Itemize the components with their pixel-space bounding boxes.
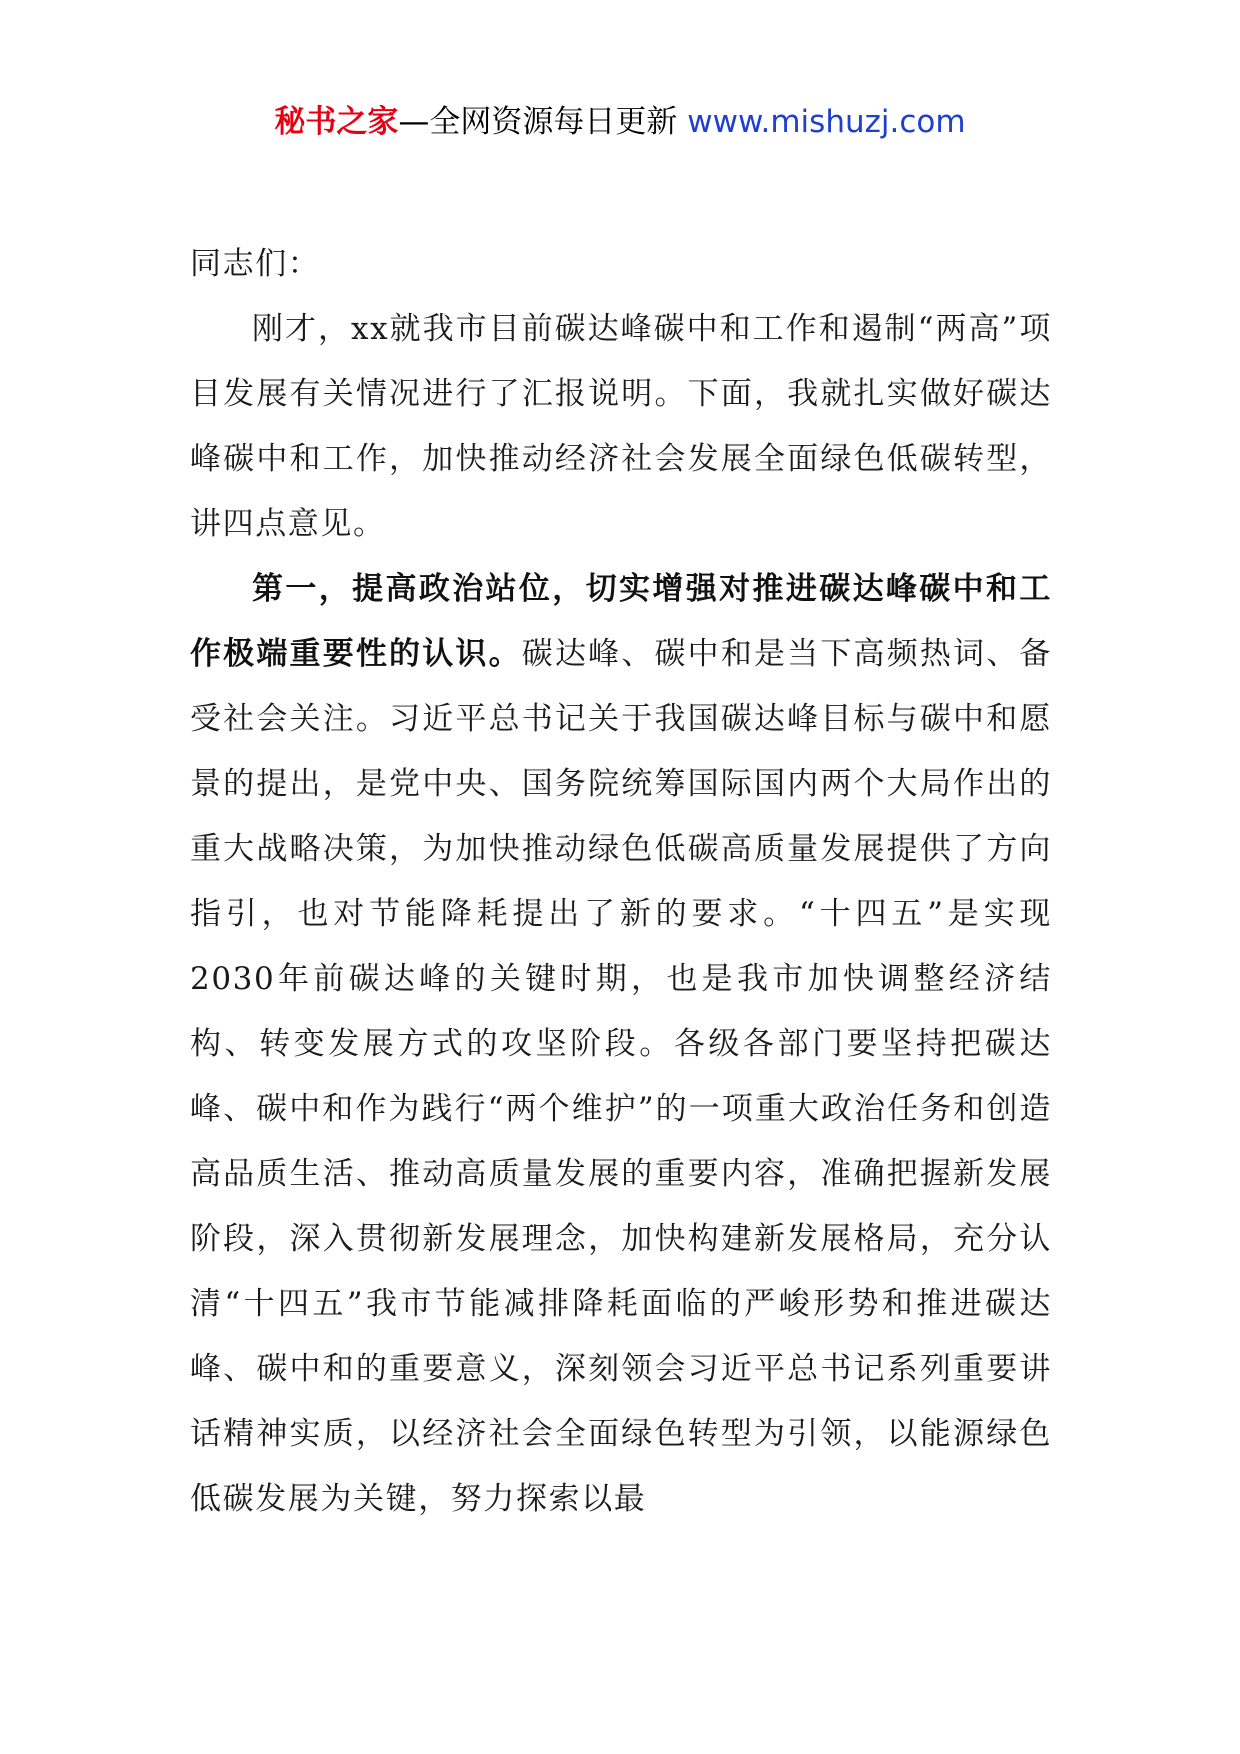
page-header [0, 102, 1240, 142]
paragraph-body: 碳达峰、碳中和是当下高频热词、备受社会关注。习近平总书记关于我国碳达峰目标与碳中和愿景的提出，是党中央、国务院统筹国际国内两个大局作出的重大战略决策，为加快推动绿色低碳高质量发展提供了方向指引，也对节能降耗提出了新的要求。“十四五”是实现2030年前碳达峰的关键时期，也是我市加快调整经济结构、转变发展方式的攻坚阶段。各级各部门要坚持把碳达峰、碳中和作为践行“两个维护”的一项重大政治任务和创造高品质生活、推动高质量发展的重要内容，准确把握新发展阶段，深入贯彻新发展理念，加快构建新发展格局，充分认清“十四五”我市节能减排降耗面临的严峻形势和推进碳达峰、碳中和的重要意义，深刻领会习近平总书记系列重要讲话精神实质，以经济社会全面绿色转型为引领，以能源绿色低碳发展为关键，努力探索以最 [190, 636, 1052, 1517]
paragraph-intro: 刚才，xx就我市目前碳达峰碳中和工作和遏制“两高”项目发展有关情况进行了汇报说明。下面，我就扎实做好碳达峰碳中和工作，加快推动经济社会发展全面绿色低碳转型，讲四点意见。 [190, 311, 1052, 542]
paragraph-heading: 第一，提高政治站位，切实增强对推进碳达峰碳中和工作极端重要性的认识。 [190, 571, 1052, 672]
paragraph-first-point [190, 557, 1052, 1532]
header-tagline: —全网资源每日更新 [398, 104, 688, 140]
brand-name: 秘书之家 [274, 104, 399, 140]
document-body [190, 232, 1052, 1532]
salutation: 同志们： [190, 246, 321, 282]
site-url-link[interactable]: www.mishuzj.com [687, 104, 966, 140]
